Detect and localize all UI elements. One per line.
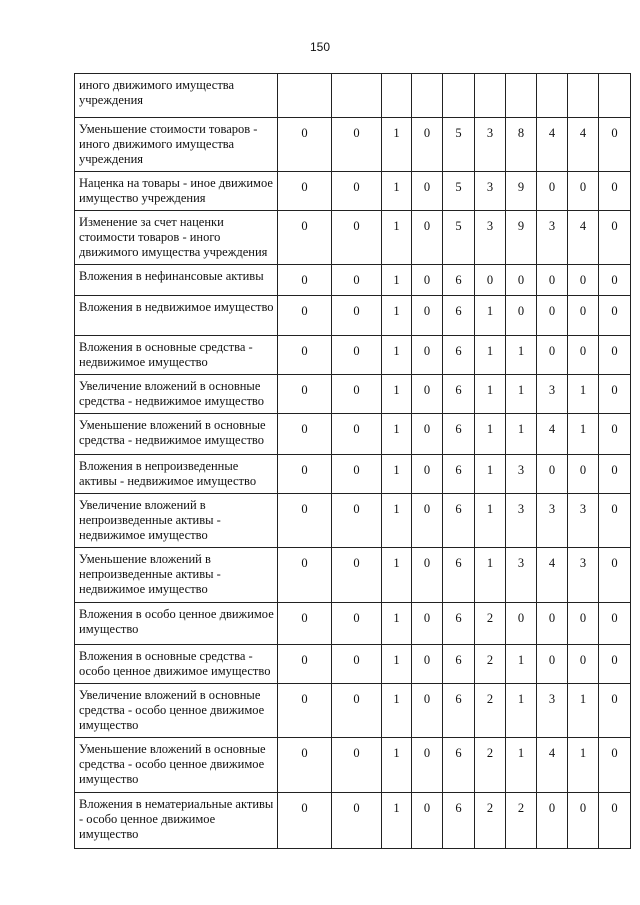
code-digit-cell: 3: [506, 494, 537, 548]
row-label: Вложения в особо ценное движимое имущество: [75, 603, 278, 645]
code-digit-cell: 3: [506, 548, 537, 603]
table-row: [75, 265, 631, 296]
code-digit-cell: 0: [537, 265, 568, 296]
code-digit-cell: 5: [443, 172, 475, 211]
code-digit-cell: 1: [382, 684, 412, 738]
row-label: Вложения в основные средства - недвижимое имущество: [75, 336, 278, 375]
code-digit-cell: 0: [278, 172, 332, 211]
code-digit-cell: 0: [412, 265, 443, 296]
code-digit-cell: 6: [443, 296, 475, 336]
code-digit-cell: 0: [412, 211, 443, 265]
code-digit-cell: 3: [537, 211, 568, 265]
code-digit-cell: 1: [382, 265, 412, 296]
code-digit-cell: 0: [475, 265, 506, 296]
code-digit-cell: 5: [443, 118, 475, 172]
code-digit-cell: 5: [443, 211, 475, 265]
code-digit-cell: 2: [475, 603, 506, 645]
code-digit-cell: 0: [412, 375, 443, 414]
row-label: Уменьшение вложений в основные средства - недвижимое имущество: [75, 414, 278, 455]
code-digit-cell: 0: [332, 603, 382, 645]
code-digit-cell: 6: [443, 265, 475, 296]
code-digit-cell: 0: [599, 172, 631, 211]
code-digit-cell: 1: [382, 738, 412, 793]
code-digit-cell: 6: [443, 494, 475, 548]
code-digit-cell: 1: [382, 336, 412, 375]
code-digit-cell: 1: [475, 414, 506, 455]
code-digit-cell: 0: [568, 172, 599, 211]
code-digit-cell: 0: [412, 455, 443, 494]
code-digit-cell: 0: [537, 296, 568, 336]
code-digit-cell: 6: [443, 793, 475, 849]
code-digit-cell: 0: [278, 684, 332, 738]
code-digit-cell: 0: [278, 494, 332, 548]
table-row: [75, 603, 631, 645]
code-digit-cell: 0: [278, 793, 332, 849]
table-row: [75, 455, 631, 494]
code-digit-cell: 0: [412, 414, 443, 455]
code-digit-cell: 0: [412, 494, 443, 548]
table-row: [75, 336, 631, 375]
row-label: иного движимого имущества учреждения: [75, 74, 278, 118]
code-digit-cell: 0: [537, 172, 568, 211]
code-digit-cell: 4: [537, 548, 568, 603]
code-digit-cell: 0: [537, 336, 568, 375]
code-digit-cell: [537, 74, 568, 118]
code-digit-cell: 0: [599, 118, 631, 172]
code-digit-cell: 4: [568, 118, 599, 172]
code-digit-cell: 1: [475, 296, 506, 336]
code-digit-cell: 0: [537, 603, 568, 645]
code-digit-cell: 0: [506, 603, 537, 645]
code-digit-cell: 0: [278, 414, 332, 455]
code-digit-cell: 6: [443, 455, 475, 494]
code-digit-cell: 0: [332, 118, 382, 172]
code-digit-cell: 2: [475, 793, 506, 849]
code-digit-cell: 1: [475, 375, 506, 414]
code-digit-cell: 1: [382, 494, 412, 548]
page-number: 150: [309, 40, 331, 54]
code-digit-cell: 3: [506, 455, 537, 494]
table-body: [75, 74, 631, 849]
code-digit-cell: 0: [278, 336, 332, 375]
table-row: [75, 118, 631, 172]
code-digit-cell: 0: [506, 296, 537, 336]
code-digit-cell: [332, 74, 382, 118]
code-digit-cell: 3: [568, 494, 599, 548]
code-digit-cell: 0: [599, 296, 631, 336]
code-digit-cell: 2: [475, 684, 506, 738]
code-digit-cell: 0: [332, 414, 382, 455]
code-digit-cell: 3: [537, 375, 568, 414]
row-label: Наценка на товары - иное движимое имущество учреждения: [75, 172, 278, 211]
code-digit-cell: 0: [332, 645, 382, 684]
code-digit-cell: 0: [599, 793, 631, 849]
code-digit-cell: 9: [506, 211, 537, 265]
code-digit-cell: 1: [382, 793, 412, 849]
code-digit-cell: 1: [382, 414, 412, 455]
code-digit-cell: 0: [332, 684, 382, 738]
row-label: Увеличение вложений в непроизведенные активы - недвижимое имущество: [75, 494, 278, 548]
code-digit-cell: 0: [568, 265, 599, 296]
code-digit-cell: 1: [382, 172, 412, 211]
table-row: [75, 793, 631, 849]
code-digit-cell: 0: [412, 793, 443, 849]
row-label: Вложения в нефинансовые активы: [75, 265, 278, 296]
code-digit-cell: 0: [278, 118, 332, 172]
code-digit-cell: 1: [382, 118, 412, 172]
code-digit-cell: 0: [412, 645, 443, 684]
code-digit-cell: 4: [537, 738, 568, 793]
code-digit-cell: 1: [506, 375, 537, 414]
code-digit-cell: 0: [412, 603, 443, 645]
code-digit-cell: 1: [382, 296, 412, 336]
row-label: Изменение за счет наценки стоимости товаров - иного движимого имущества учреждения: [75, 211, 278, 265]
code-digit-cell: 1: [506, 738, 537, 793]
code-digit-cell: 0: [332, 265, 382, 296]
code-digit-cell: 0: [332, 793, 382, 849]
code-digit-cell: 4: [537, 118, 568, 172]
code-digit-cell: 6: [443, 414, 475, 455]
code-digit-cell: 6: [443, 684, 475, 738]
code-digit-cell: 0: [278, 645, 332, 684]
row-label: Вложения в основные средства - особо ценное движимое имущество: [75, 645, 278, 684]
table-row: [75, 74, 631, 118]
row-label: Вложения в нематериальные активы - особо ценное движимое имущество: [75, 793, 278, 849]
code-digit-cell: 3: [537, 684, 568, 738]
table-row: [75, 684, 631, 738]
code-digit-cell: 0: [278, 265, 332, 296]
code-digit-cell: 0: [568, 645, 599, 684]
code-digit-cell: 3: [475, 172, 506, 211]
table-row: [75, 645, 631, 684]
code-digit-cell: 1: [475, 336, 506, 375]
code-digit-cell: 1: [506, 336, 537, 375]
code-digit-cell: 4: [568, 211, 599, 265]
row-label: Увеличение вложений в основные средства - недвижимое имущество: [75, 375, 278, 414]
code-digit-cell: 1: [568, 414, 599, 455]
code-digit-cell: 0: [599, 548, 631, 603]
code-digit-cell: 6: [443, 548, 475, 603]
code-digit-cell: 1: [382, 603, 412, 645]
table-row: [75, 738, 631, 793]
code-digit-cell: 2: [506, 793, 537, 849]
code-digit-cell: 0: [599, 494, 631, 548]
code-digit-cell: 3: [537, 494, 568, 548]
code-digit-cell: 2: [475, 738, 506, 793]
code-digit-cell: 0: [412, 738, 443, 793]
code-digit-cell: 0: [332, 211, 382, 265]
code-digit-cell: 1: [382, 645, 412, 684]
code-digit-cell: 0: [278, 603, 332, 645]
code-digit-cell: 0: [599, 603, 631, 645]
code-digit-cell: 1: [506, 684, 537, 738]
code-digit-cell: 0: [412, 684, 443, 738]
code-digit-cell: 0: [537, 645, 568, 684]
row-label: Уменьшение вложений в основные средства - особо ценное движимое имущество: [75, 738, 278, 793]
code-digit-cell: 0: [568, 603, 599, 645]
code-digit-cell: 0: [599, 211, 631, 265]
code-digit-cell: 0: [599, 375, 631, 414]
code-digit-cell: 0: [599, 455, 631, 494]
code-digit-cell: 0: [332, 375, 382, 414]
row-label: Уменьшение стоимости товаров - иного движимого имущества учреждения: [75, 118, 278, 172]
code-digit-cell: 0: [412, 296, 443, 336]
code-digit-cell: 0: [278, 548, 332, 603]
code-digit-cell: [443, 74, 475, 118]
code-digit-cell: 0: [278, 211, 332, 265]
code-digit-cell: 0: [568, 336, 599, 375]
code-digit-cell: [599, 74, 631, 118]
code-digit-cell: [412, 74, 443, 118]
code-digit-cell: 1: [506, 414, 537, 455]
code-digit-cell: 1: [382, 548, 412, 603]
code-digit-cell: 8: [506, 118, 537, 172]
code-digit-cell: 6: [443, 603, 475, 645]
code-digit-cell: 0: [537, 455, 568, 494]
code-digit-cell: 1: [382, 375, 412, 414]
code-digit-cell: 1: [475, 494, 506, 548]
code-digit-cell: 9: [506, 172, 537, 211]
table-row: [75, 375, 631, 414]
code-digit-cell: 0: [412, 118, 443, 172]
code-digit-cell: 0: [599, 414, 631, 455]
code-digit-cell: 3: [568, 548, 599, 603]
code-digit-cell: 0: [332, 455, 382, 494]
code-digit-cell: 0: [568, 455, 599, 494]
code-digit-cell: [382, 74, 412, 118]
code-digit-cell: 6: [443, 375, 475, 414]
code-digit-cell: 0: [412, 336, 443, 375]
code-digit-cell: 3: [475, 211, 506, 265]
table-row: [75, 211, 631, 265]
code-digit-cell: 0: [568, 793, 599, 849]
code-digit-cell: 0: [332, 336, 382, 375]
code-digit-cell: 1: [568, 684, 599, 738]
code-digit-cell: [568, 74, 599, 118]
code-digit-cell: 1: [475, 548, 506, 603]
table-row: [75, 296, 631, 336]
code-digit-cell: 0: [506, 265, 537, 296]
code-digit-cell: [475, 74, 506, 118]
table-row: [75, 494, 631, 548]
code-digit-cell: 0: [412, 172, 443, 211]
table-row: [75, 172, 631, 211]
code-digit-cell: 0: [599, 684, 631, 738]
code-digit-cell: 0: [332, 494, 382, 548]
code-digit-cell: 0: [599, 336, 631, 375]
code-digit-cell: 6: [443, 738, 475, 793]
code-digit-cell: 0: [568, 296, 599, 336]
code-digit-cell: 6: [443, 645, 475, 684]
table-row: [75, 548, 631, 603]
code-digit-cell: 2: [475, 645, 506, 684]
code-digit-cell: 0: [278, 296, 332, 336]
code-digit-cell: 1: [382, 211, 412, 265]
code-digit-cell: 0: [278, 738, 332, 793]
code-digit-cell: 1: [382, 455, 412, 494]
code-digit-cell: 0: [332, 296, 382, 336]
code-digit-cell: 0: [278, 455, 332, 494]
code-digit-cell: 0: [599, 645, 631, 684]
code-digit-cell: 1: [568, 738, 599, 793]
code-digit-cell: 0: [412, 548, 443, 603]
code-digit-cell: 1: [475, 455, 506, 494]
row-label: Уменьшение вложений в непроизведенные активы - недвижимое имущество: [75, 548, 278, 603]
code-digit-cell: 0: [332, 738, 382, 793]
code-digit-cell: 0: [332, 548, 382, 603]
code-digit-cell: 0: [332, 172, 382, 211]
code-digit-cell: 4: [537, 414, 568, 455]
account-codes-table: [74, 73, 631, 849]
code-digit-cell: 0: [599, 265, 631, 296]
row-label: Вложения в недвижимое имущество: [75, 296, 278, 336]
code-digit-cell: 0: [278, 375, 332, 414]
row-label: Вложения в непроизведенные активы - недвижимое имущество: [75, 455, 278, 494]
code-digit-cell: [506, 74, 537, 118]
table-row: [75, 414, 631, 455]
code-digit-cell: 6: [443, 336, 475, 375]
code-digit-cell: [278, 74, 332, 118]
code-digit-cell: 0: [537, 793, 568, 849]
code-digit-cell: 3: [475, 118, 506, 172]
code-digit-cell: 1: [568, 375, 599, 414]
code-digit-cell: 0: [599, 738, 631, 793]
row-label: Увеличение вложений в основные средства - особо ценное движимое имущество: [75, 684, 278, 738]
code-digit-cell: 1: [506, 645, 537, 684]
